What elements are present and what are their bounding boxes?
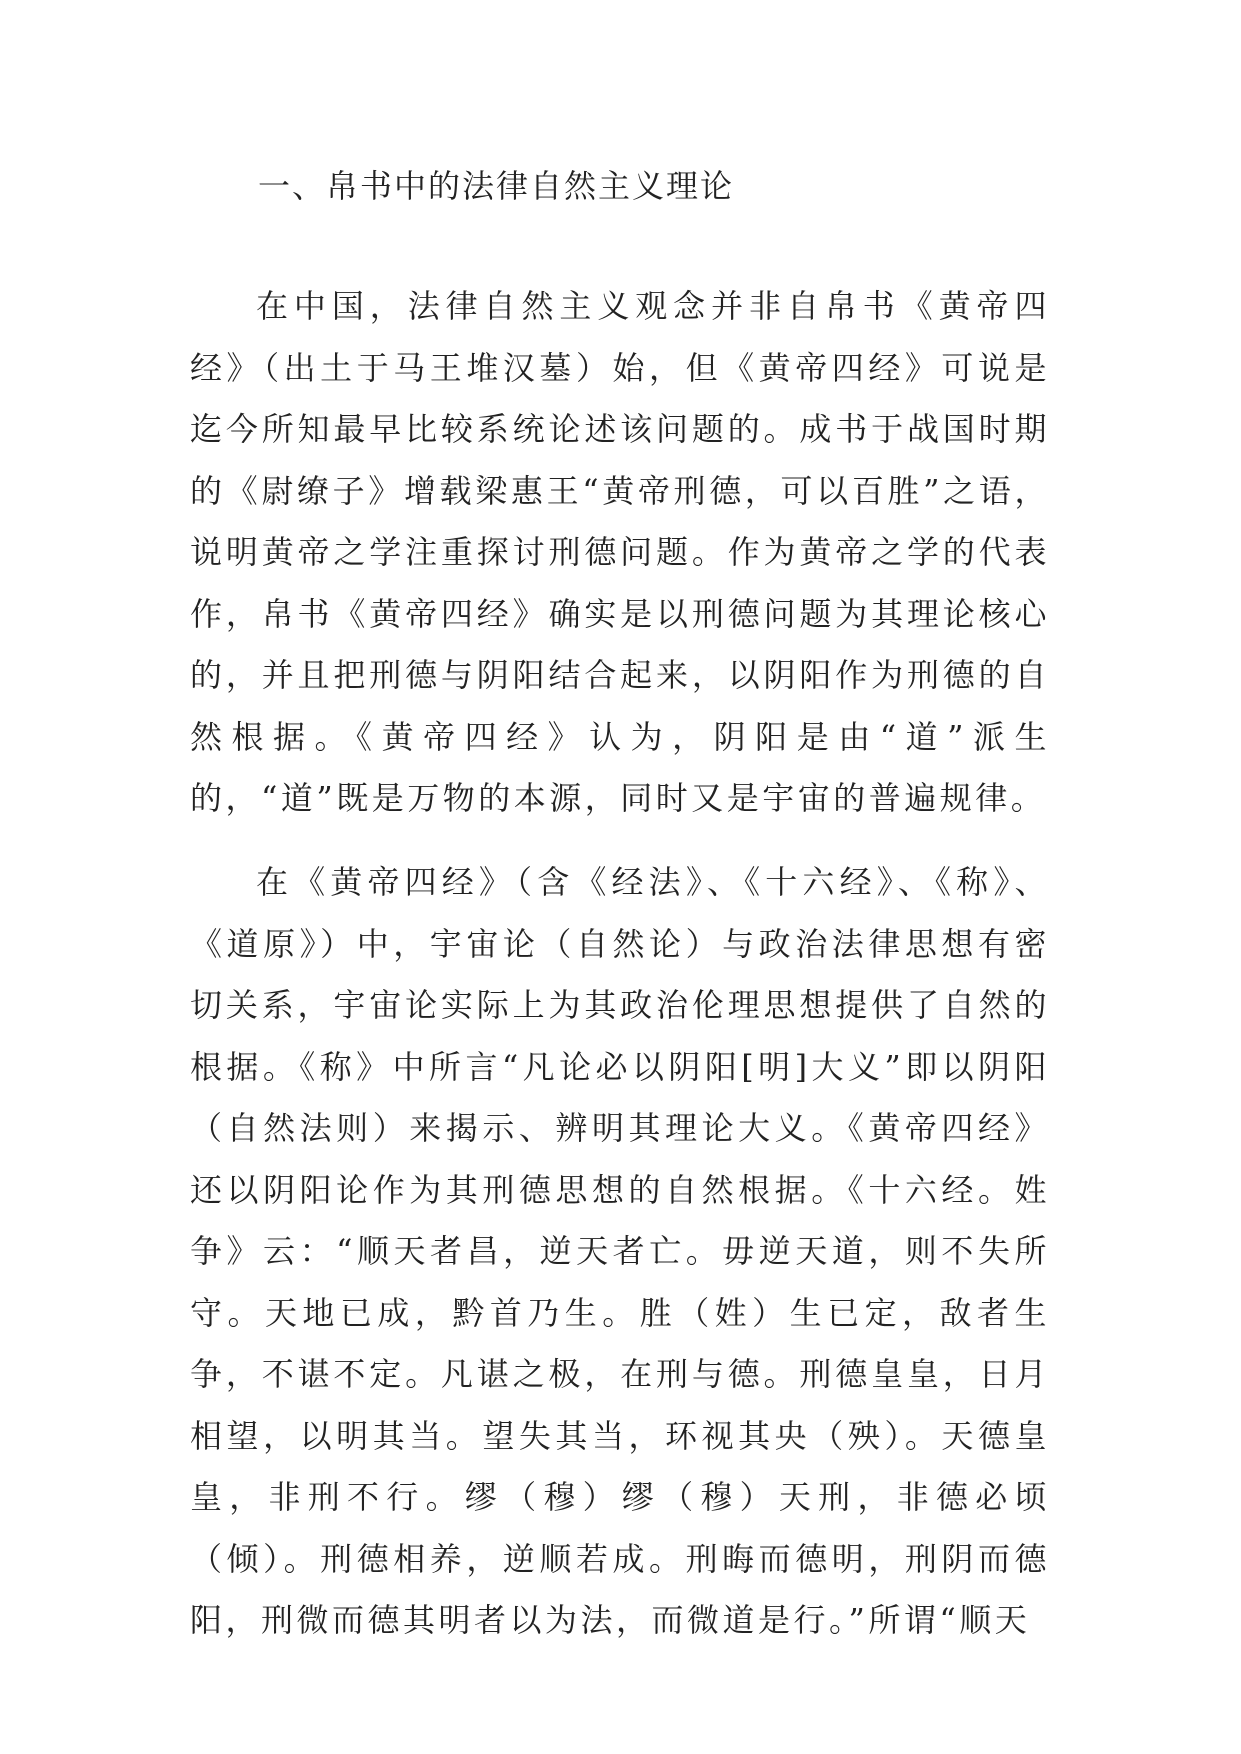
section-heading: 一、帛书中的法律自然主义理论 [258,167,735,205]
body-paragraph-2: 在《黄帝四经》（含《经法》、《十六经》、《称》、《道原》）中，宇宙论（自然论）与政治法律思想有密切关系，宇宙论实际上为其政治伦理思想提供了自然的根据。《称》中所言“凡论必以阴阳[明]大义”即以阴阳（自然法则）来揭示、辨明其理论大义。《黄帝四经》还以阴阳论作为其刑德思想的自然根据。《十六经。姓争》云：“顺天者昌，逆天者亡。毋逆天道，则不失所守。天地已成，黔首乃生。胜（姓）生已定，敌者生争，不谌不定。凡谌之极，在刑与德。刑德皇皇，日月相望，以明其当。望失其当，环视其央（殃）。天德皇皇，非刑不行。缪（穆）缪（穆）天刑，非德必顷（倾）。刑德相养，逆顺若成。刑晦而德明，刑阴而德阳，刑微而德其明者以为法，而微道是行。”所谓“顺天 [190,863,1050,1639]
body-paragraph-1: 在中国，法律自然主义观念并非自帛书《黄帝四经》（出土于马王堆汉墓）始，但《黄帝四经》可说是迄今所知最早比较系统论述该问题的。成书于战国时期的《尉缭子》增载梁惠王“黄帝刑德，可以百胜”之语，说明黄帝之学注重探讨刑德问题。作为黄帝之学的代表作，帛书《黄帝四经》确实是以刑德问题为其理论核心的，并且把刑德与阴阳结合起来，以阴阳作为刑德的自然根据。《黄帝四经》认为，阴阳是由“道”派生的，“道”既是万物的本源，同时又是宇宙的普遍规律。 [190,287,1050,817]
